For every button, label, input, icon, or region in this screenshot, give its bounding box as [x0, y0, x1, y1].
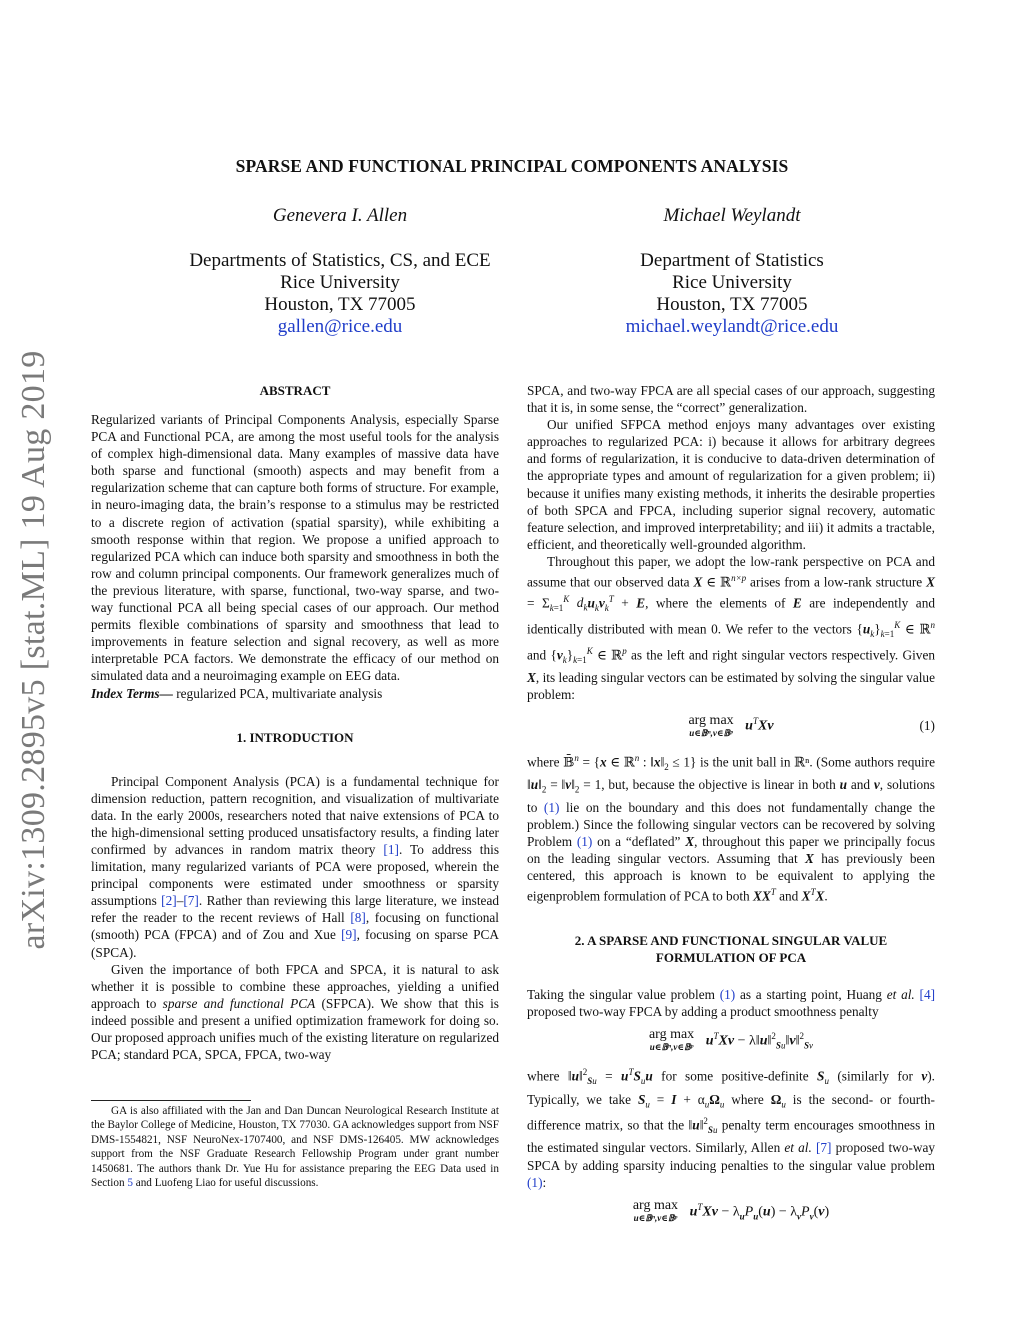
author-city: Houston, TX 77005 — [656, 294, 808, 315]
equation-link[interactable]: (1) — [543, 799, 560, 815]
author-email[interactable]: michael.weylandt@rice.edu — [625, 316, 839, 337]
index-terms-label: Index Terms— — [91, 685, 173, 701]
right-paragraph-5: where ‖u‖$^2_{Su}$ = $u^TS_uu$ for some positive-definite $S_u$ (similarly for v). Typically, we take $S_u = I + \alpha_u\Omega_u$ where $\Omega_u$ is the second- or fourth-difference matrix, so that the ‖u‖$^2_{Su}$ penalty term encourages smoothness in the estimated singular vectors. Similarly, Allen et al. [7] proposed two-way SPCA by adding sparsity inducing penalties to the singular value problem (1): — [527, 1067, 936, 1190]
citation-link[interactable]: [7] — [815, 1140, 832, 1156]
citation-link[interactable]: [1] — [383, 841, 399, 857]
citation-link[interactable]: [7] — [183, 893, 199, 909]
equation-link[interactable]: (1) — [576, 833, 593, 849]
right-paragraph-1: Our unified SFPCA method enjoys many advantages over existing approaches to regularized PCA: i) because it allows for arbitrary degrees and forms of regularization, it is conducive to data-driven determination of the appropriate types and amount of regularization for a given problem; ii) because it unifies many existing methods, it inherits the desirable properties of both SPCA and FPCA, including superior signal recovery, automatic feature selection, and improved interpretability; and iii) it admits a tractable, efficient, and theoretically well-grounded algorithm. — [527, 417, 935, 552]
citation-link[interactable]: [8] — [350, 910, 366, 926]
equation-link[interactable]: (1) — [719, 986, 736, 1002]
author-name: Michael Weylandt — [663, 205, 801, 226]
author-email[interactable]: gallen@rice.edu — [277, 316, 403, 337]
right-paragraph-0: SPCA, and two-way FPCA are all special cases of our approach, suggesting that it is, in some sense, the “correct” generalization. — [527, 383, 935, 416]
abstract-text: Regularized variants of Principal Components Analysis, especially Sparse PCA and Functional PCA, are among the most useful tools for the analysis of complex high-dimensional data. Many examples of massive data have both sparse and functional (smooth) aspects and may benefit from a regularization scheme that can capture both forms of structure. For example, in neuro-imaging data, the brain’s response to a stimulus may be restricted to a discrete region of activation (spatial sparsity), while exhibiting a smooth response within that region. We propose a unified approach to regularized PCA which can induce both sparsity and smoothness in both the row and column principal components. Our framework generalizes much of the previous literature, with sparse, functional, two-way sparse, and two-way functional PCA all being special cases of our approach. Our method permits flexible combinations of sparsity and smoothness that lead to improvements in feature selection and signal recovery, as well as more interpretable PCA factors. We demonstrate the efficacy of our method on simulated data and a neuroimaging example on EEG data. — [91, 412, 499, 684]
author-name: Genevera I. Allen — [272, 205, 408, 226]
abstract-heading: ABSTRACT — [259, 383, 331, 398]
author-2 — [580, 205, 884, 338]
equation-fpca: arg max u∈𝔹ⁿ,v∈𝔹ᵖ $u^TXv$ − λ‖u‖$^2_{Su}$‖v‖$^2_{Sv}$ — [648, 1027, 814, 1053]
right-column — [527, 382, 935, 1225]
equation-spca: arg max u∈𝔹ⁿ,v∈𝔹ᵖ $u^TXv - \lambda_uP_u(u) - \lambda_vP_v(v)$ — [632, 1198, 830, 1224]
index-terms — [91, 685, 499, 702]
author-dept: Departments of Statistics, CS, and ECE — [189, 250, 491, 271]
footnote-rule — [91, 1100, 251, 1101]
equation-number: (1) — [919, 718, 935, 734]
right-paragraph-3: where 𝔹̄$^n$ = {x ∈ ℝ$^n$ : $‖x‖_2 \le 1$} is the unit ball in ℝⁿ. (Some authors require $‖u‖_2$ = $‖v‖_2 = 1$, but, because the objective is linear in both u and v, solutions to (1) lie on the boundary and this does not fundamentally change the problem.) Since the following singular vectors can be recovered by solving Problem (1) on a “deflated” X, throughout this paper we principally focus on the leading singular vectors. Assuming that X has previously been centered, this approach is known to be equivalent to applying the eigenproblem formulation of PCA to both $XX^T$ and $X^TX$. — [527, 752, 936, 904]
equation-1: arg max u∈𝔹ⁿ,v∈𝔹ᵖ $u^TXv$ (1) — [688, 712, 935, 738]
author-univ: Rice University — [280, 272, 400, 293]
equation-link[interactable]: (1) — [527, 1174, 543, 1190]
left-column — [91, 382, 499, 1063]
citation-link[interactable]: [9] — [341, 927, 357, 943]
author-univ: Rice University — [672, 272, 792, 293]
index-terms-text: regularized PCA, multivariate analysis — [172, 685, 383, 701]
citation-link[interactable]: [2] — [161, 893, 177, 909]
section-2-heading: 2. A SPARSE AND FUNCTIONAL SINGULAR VALUE FORMULATION OF PCA — [574, 932, 888, 965]
right-paragraph-4: Taking the singular value problem (1) as a starting point, Huang et al. [4] proposed two-way FPCA by adding a product smoothness penalty — [527, 986, 936, 1019]
intro-heading: 1. INTRODUCTION — [236, 729, 354, 745]
section-link[interactable]: 5 — [127, 1177, 133, 1190]
intro-paragraph-1: Principal Component Analysis (PCA) is a fundamental technique for dimension reduction, pattern recognition, and visualization of multivariate data. In the early 2000s, researchers noted that naive extensions of PCA to the high-dimensional setting produced unsatisfactory results, a finding later confirmed by advances in random matrix theory [1]. To address this limitation, many regularized variants of PCA were proposed, wherein the principal components were estimated under smoothness or sparsity assumptions [2]–[7]. Rather than reviewing this large literature, we instead refer the reader to the recent reviews of Hall [8], focusing on functional (smooth) PCA (FPCA) and of Zou and Xue [9], focusing on sparse PCA (SPCA). — [91, 773, 500, 960]
author-city: Houston, TX 77005 — [264, 294, 416, 315]
author-dept: Department of Statistics — [640, 250, 824, 271]
citation-link[interactable]: [4] — [919, 986, 936, 1002]
author-1 — [170, 205, 510, 338]
paper-title: SPARSE AND FUNCTIONAL PRINCIPAL COMPONENTS ANALYSIS — [235, 156, 789, 176]
right-paragraph-2: Throughout this paper, we adopt the low-rank perspective on PCA and assume that our observed data X ∈ ℝ$^{n\times p}$ arises from a low-rank structure $X = \Sigma_{k=1}^K$ $d_ku_kv_k^T + E$, where the elements of E are independently and identically distributed with mean 0. We refer to the vectors $\{u_k\}_{k=1}^K$ ∈ ℝ$^n$ and $\{v_k\}_{k=1}^K$ ∈ ℝ$^p$ as the left and right singular vectors respectively. Given X, its leading singular vectors can be estimated by solving the singular value problem: — [527, 553, 935, 703]
footnote: GA is also affiliated with the Jan and Dan Duncan Neurological Research Institute at the Baylor College of Medicine, Houston, TX 77030. GA acknowledges support from NSF DMS-1554821, NSF NeuroNex-1707400, and NSF DMS-126405. MW acknowledges support from the NSF Graduate Research Fellowship Program under grant number 1450681. The authors thank Dr. Yue Hu for assistance preparing the EEG Data used in Section 5 and Luofeng Liao for useful discussions. — [91, 1105, 499, 1190]
arxiv-id: arXiv:1309.2895v5 [stat.ML] 19 Aug 2019 — [15, 350, 52, 950]
intro-paragraph-2: Given the importance of both FPCA and SPCA, it is natural to ask whether it is possible to combine these approaches, yielding a unified approach to sparse and functional PCA (SFPCA). We show that this is indeed possible and present a unified optimization framework for doing so. Our proposed approach unifies much of the existing literature on regularized PCA; standard PCA, SPCA, FPCA, two-way — [91, 961, 499, 1063]
